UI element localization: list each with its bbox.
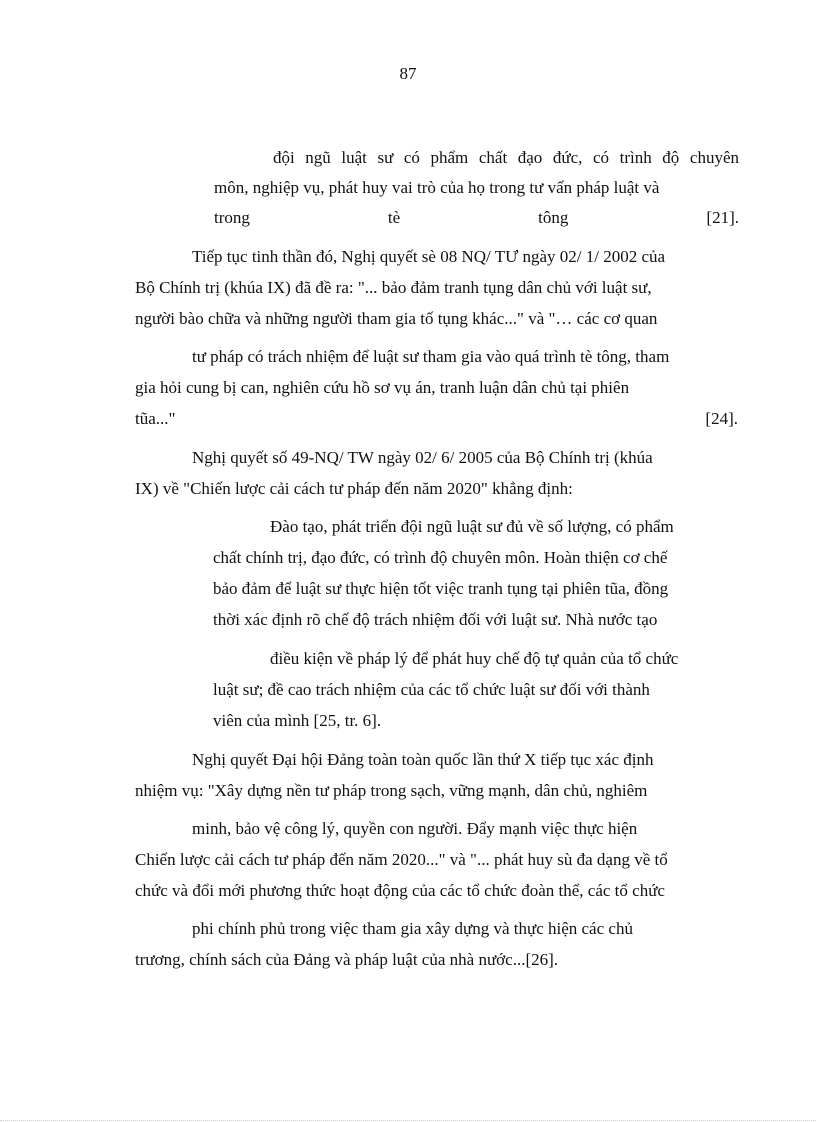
page-number: 87 (399, 64, 417, 83)
paragraph-3-line-5: chức và đổi mới phương thức hoạt động của các tổ chức đoàn thể, các tổ chức (135, 881, 665, 900)
paragraph-3-line-6: phi chính phủ trong việc tham gia xây dựng và thực hiện các chủ (192, 919, 633, 938)
paragraph-3-line-2: nhiệm vụ: "Xây dựng nền tư pháp trong sạch, vững mạnh, dân chủ, nghiêm (135, 781, 648, 800)
paragraph-1-text: tũa..." (135, 409, 176, 428)
paragraph-3-line-3: minh, bảo vệ công lý, quyền con người. Đẩy mạnh việc thực hiện (192, 819, 638, 838)
quote-1-line-2: môn, nghiệp vụ, phát huy vai trò của họ trong tư vấn pháp luật và (214, 178, 660, 197)
quote-1-line-1: đội ngũ luật sư có phẩm chất đạo đức, có trình độ chuyên (273, 148, 739, 167)
quote-1-word: tông (538, 208, 569, 227)
paragraph-1-citation: [24]. (705, 409, 738, 428)
paragraph-1-line-4: tư pháp có trách nhiệm để luật sư tham gia vào quá trình tè tông, tham (192, 347, 670, 366)
quote-2-line-5: điều kiện về pháp lý để phát huy chế độ tự quản của tổ chức (270, 649, 679, 668)
paragraph-1-line-6 (135, 409, 738, 429)
quote-1-word: tè (387, 208, 401, 227)
quote-2-line-3: bảo đảm để luật sư thực hiện tốt việc tranh tụng tại phiên tũa, đồng (213, 579, 669, 598)
paragraph-1-line-5: gia hỏi cung bị can, nghiên cứu hồ sơ vụ án, tranh luận dân chủ tại phiên (135, 378, 630, 397)
paragraph-2-line-2: IX) về "Chiến lược cải cách tư pháp đến năm 2020" khẳng định: (135, 479, 573, 498)
quote-2-line-4: thời xác định rõ chế độ trách nhiệm đối với luật sư. Nhà nước tạo (213, 610, 658, 629)
quote-1-word: trong (214, 208, 250, 227)
paragraph-2-line-1: Nghị quyết số 49-NQ/ TW ngày 02/ 6/ 2005 của Bộ Chính trị (khúa (192, 448, 653, 467)
paragraph-1-line-3: người bào chữa và những người tham gia tố tụng khác..." và "… các cơ quan (135, 309, 658, 328)
paragraph-1-line-1: Tiếp tục tinh thần đó, Nghị quyết sè 08 NQ/ TƯ ngày 02/ 1/ 2002 của (192, 247, 666, 266)
quote-1-citation: [21]. (706, 208, 739, 227)
quote-1-line-3 (214, 208, 739, 228)
paragraph-3-line-7: trương, chính sách của Đảng và pháp luật của nhà nước...[26]. (135, 950, 559, 969)
quote-2-line-2: chất chính trị, đạo đức, có trình độ chuyên môn. Hoàn thiện cơ chế (213, 548, 668, 567)
paragraph-3-line-1: Nghị quyết Đại hội Đảng toàn toàn quốc lần thứ X tiếp tục xác định (192, 750, 654, 769)
paragraph-1-line-2: Bộ Chính trị (khúa IX) đã đề ra: "... bảo đảm tranh tụng dân chủ với luật sư, (135, 278, 652, 297)
paragraph-3-line-4: Chiến lược cải cách tư pháp đến năm 2020..." và "... phát huy sù đa dạng về tổ (135, 850, 668, 869)
page-bottom-rule (0, 1120, 816, 1121)
quote-2-line-1: Đào tạo, phát triển đội ngũ luật sư đủ về số lượng, có phẩm (270, 517, 674, 536)
quote-2-line-7: viên của mình [25, tr. 6]. (213, 711, 382, 730)
quote-2-line-6: luật sư; đề cao trách nhiệm của các tổ chức luật sư đối với thành (213, 680, 650, 699)
